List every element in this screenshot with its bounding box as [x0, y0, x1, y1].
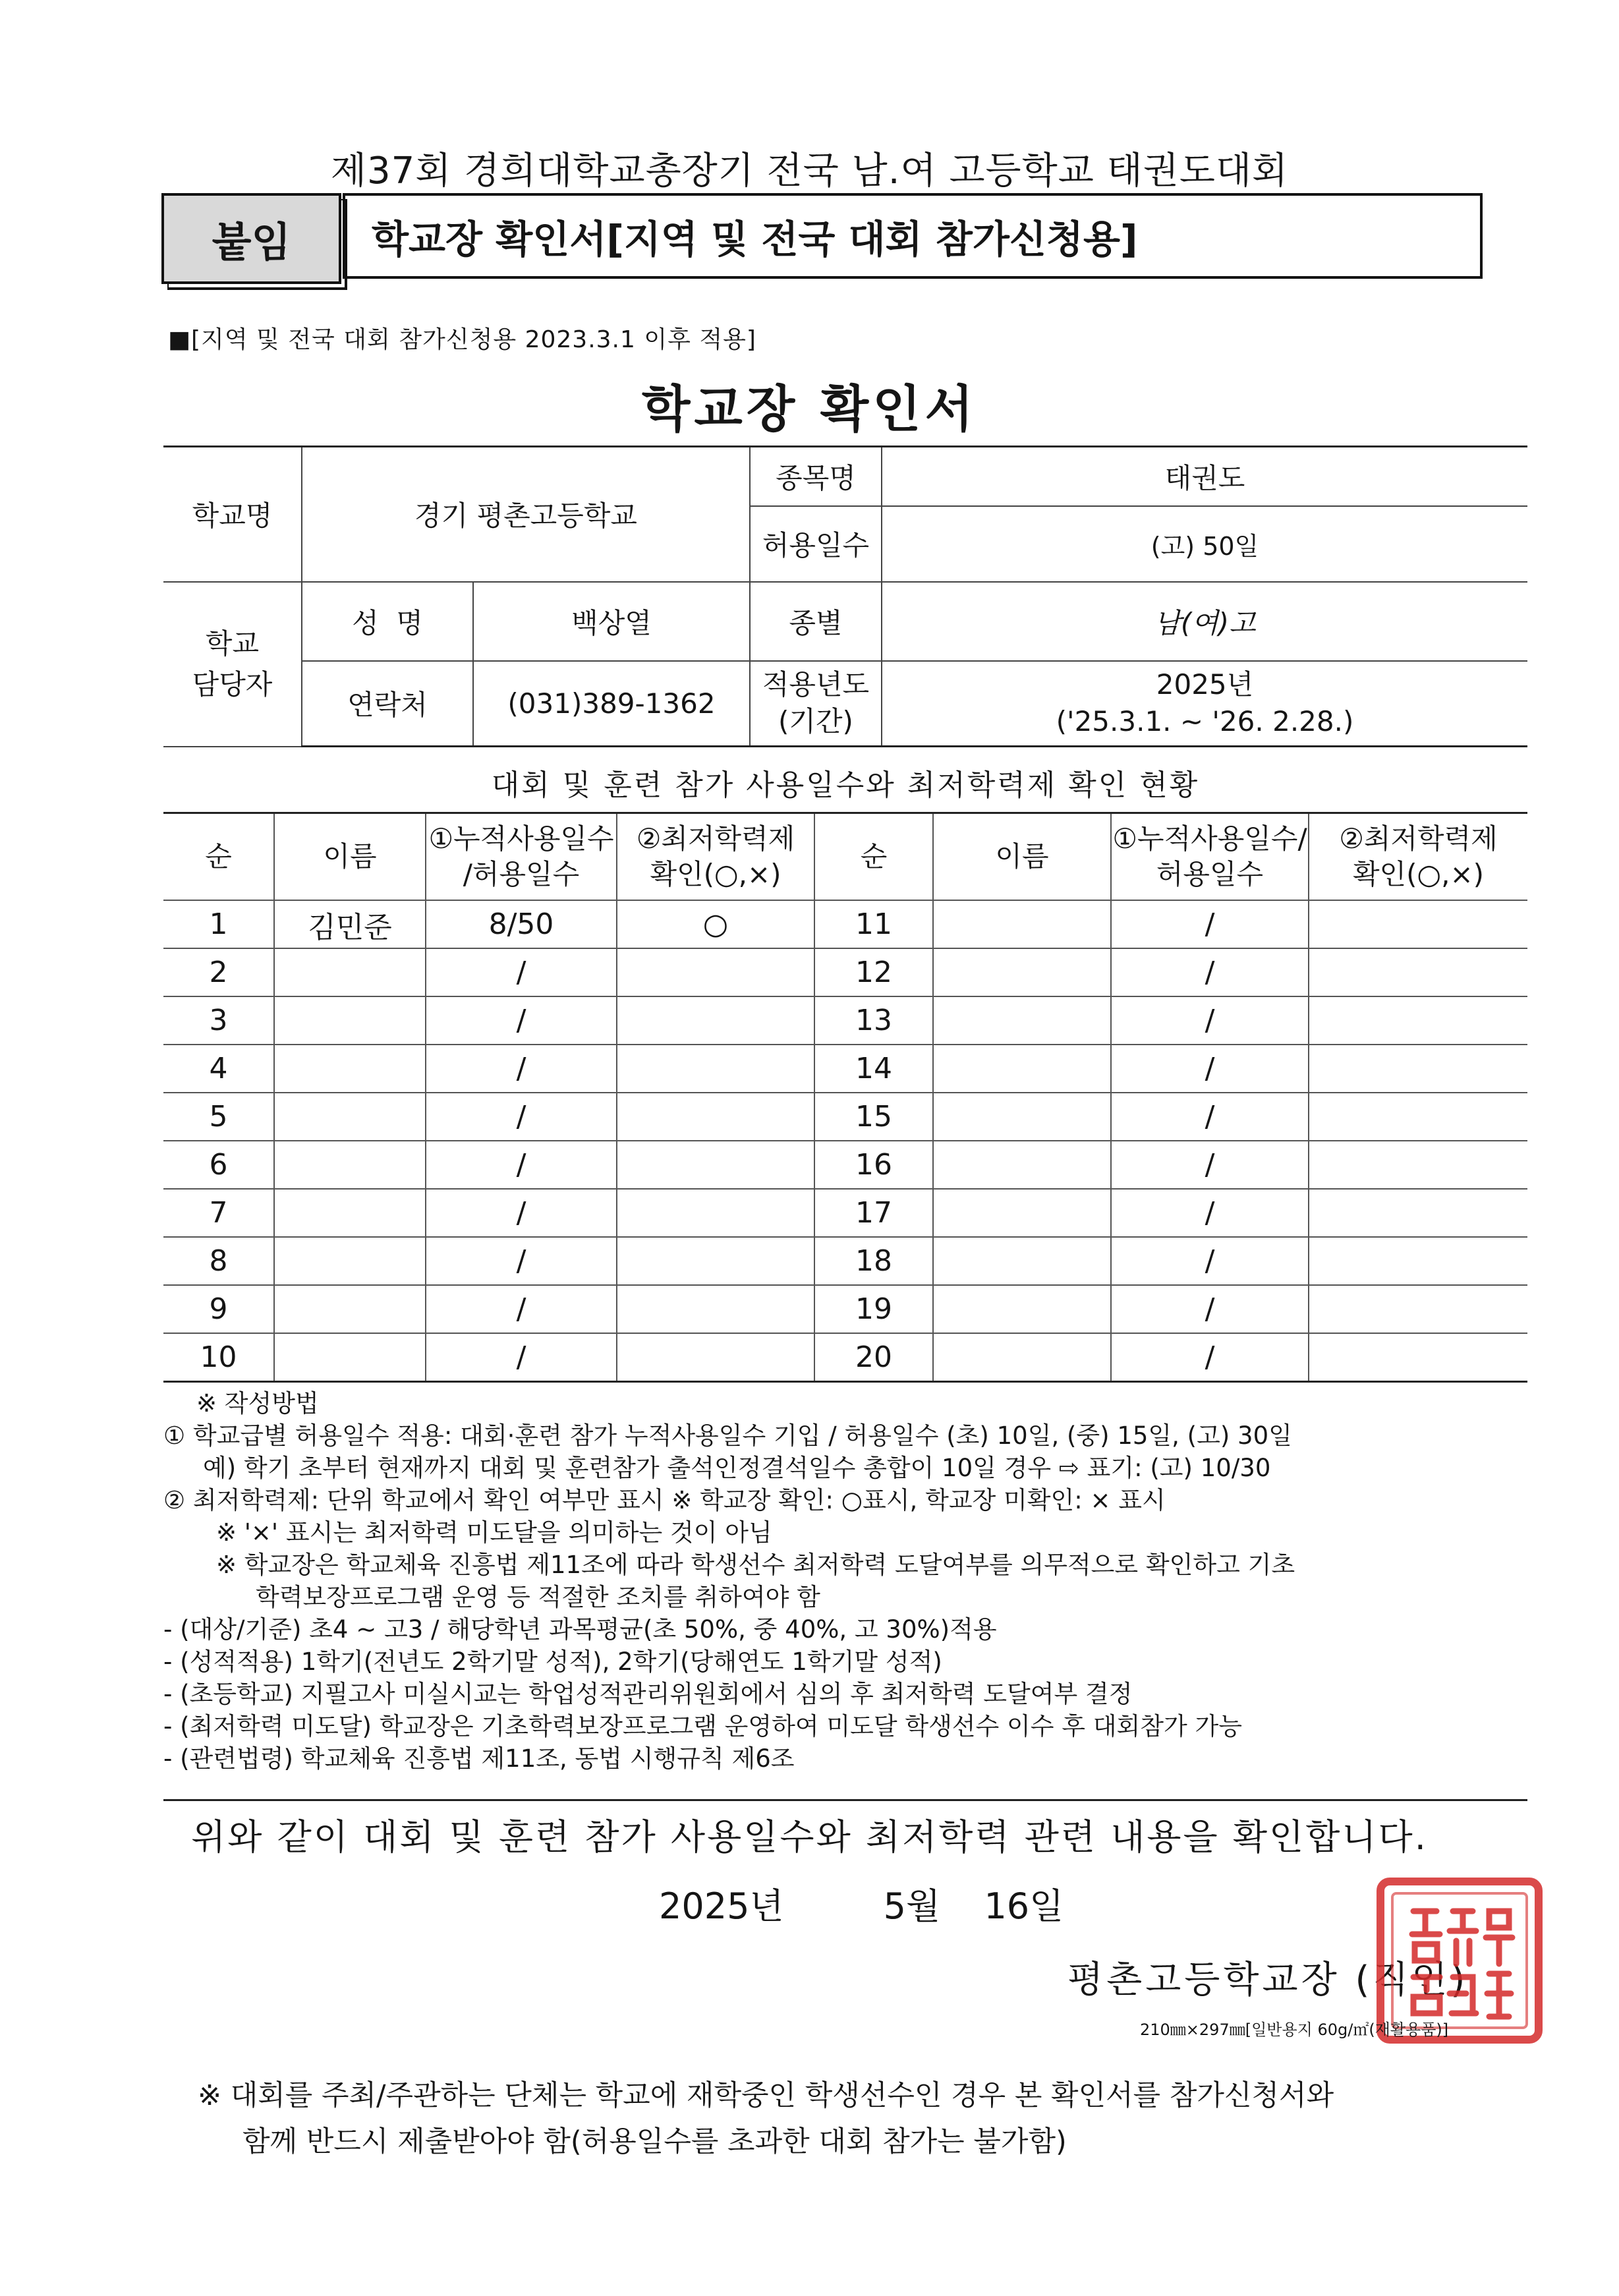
header-check-line2: 확인(○,×) — [650, 858, 781, 890]
used-days-right: / — [1111, 1285, 1309, 1333]
row-number-right: 18 — [814, 1237, 933, 1285]
instruction-line: - (초등학교) 지필고사 미실시교는 학업성적관리위원회에서 심의 후 최저학력 도달여부 결정 — [163, 1680, 1133, 1708]
student-name-right — [933, 1141, 1111, 1189]
category-value: 남(여)고 — [882, 582, 1527, 661]
used-days: / — [426, 1285, 617, 1333]
header-name-right: 이름 — [933, 813, 1111, 901]
year-value — [882, 661, 1527, 747]
used-days: / — [426, 996, 617, 1045]
student-name — [274, 1285, 426, 1333]
date-year: 2025년 — [659, 1885, 784, 1927]
achievement-check — [617, 1093, 814, 1141]
row-number: 2 — [163, 948, 274, 996]
student-name-right — [933, 948, 1111, 996]
student-name — [274, 948, 426, 996]
used-days-right: / — [1111, 1045, 1309, 1093]
name-value: 백상열 — [473, 582, 750, 661]
achievement-check — [617, 1141, 814, 1189]
student-name: 김민준 — [274, 900, 426, 948]
date-day: 16일 — [984, 1885, 1064, 1927]
student-name — [274, 1189, 426, 1237]
row-number: 4 — [163, 1045, 274, 1093]
table-row — [163, 996, 1527, 1045]
used-days: / — [426, 1093, 617, 1141]
table-row — [163, 1045, 1527, 1093]
instruction-line: ※ 학교장은 학교체육 진흥법 제11조에 따라 학생선수 최저학력 도달여부를 의무적으로 확인하고 기초 — [216, 1551, 1295, 1579]
used-days: 8/50 — [426, 900, 617, 948]
achievement-check-right — [1309, 1285, 1527, 1333]
achievement-check — [617, 1333, 814, 1382]
table-row — [163, 1093, 1527, 1141]
used-days: / — [426, 1333, 617, 1382]
contact-person-label — [163, 582, 302, 747]
row-number-right: 11 — [814, 900, 933, 948]
row-number-right: 12 — [814, 948, 933, 996]
allowed-days-label: 허용일수 — [750, 506, 882, 582]
paper-spec: 210㎜×297㎜[일반용지 60g/㎡(재활용품)] — [1140, 2021, 1449, 2039]
student-name — [274, 996, 426, 1045]
header-no-right: 순 — [814, 813, 933, 901]
achievement-check-right — [1309, 948, 1527, 996]
row-number: 3 — [163, 996, 274, 1045]
year-label-line1: 적용년도 — [762, 668, 870, 701]
achievement-check-right — [1309, 1045, 1527, 1093]
instruction-line: ① 학교급별 허용일수 적용: 대회·훈련 참가 누적사용일수 기입 / 허용일수 (초) 10일, (중) 15일, (고) 30일 — [163, 1421, 1292, 1450]
main-title: 학교장 확인서 — [642, 380, 977, 438]
student-name-right — [933, 1045, 1111, 1093]
sport-label: 종목명 — [750, 447, 882, 506]
row-number: 7 — [163, 1189, 274, 1237]
achievement-check-right — [1309, 1237, 1527, 1285]
achievement-check-right — [1309, 900, 1527, 948]
contact-label-line2: 담당자 — [192, 668, 273, 701]
used-days: / — [426, 948, 617, 996]
footer-note — [198, 2073, 1529, 2165]
year-label — [750, 661, 882, 747]
instructions — [163, 1387, 1547, 1775]
student-name — [274, 1045, 426, 1093]
header-days — [426, 813, 617, 901]
used-days-right: / — [1111, 948, 1309, 996]
date-month: 5월 — [883, 1885, 941, 1927]
header-check — [617, 813, 814, 901]
student-name-right — [933, 1333, 1111, 1382]
confirmation-statement: 위와 같이 대회 및 훈련 참가 사용일수와 최저학력 관련 내용을 확인합니다. — [191, 1816, 1428, 1858]
used-days: / — [426, 1045, 617, 1093]
student-name-right — [933, 1237, 1111, 1285]
achievement-check-right — [1309, 996, 1527, 1045]
row-number: 6 — [163, 1141, 274, 1189]
footer-line-2: 함께 반드시 제출받아야 함(허용일수를 초과한 대회 참가는 불가함) — [242, 2125, 1067, 2158]
used-days-right: / — [1111, 1141, 1309, 1189]
header-name: 이름 — [274, 813, 426, 901]
used-days-right: / — [1111, 1093, 1309, 1141]
school-name-label: 학교명 — [163, 447, 302, 582]
used-days: / — [426, 1189, 617, 1237]
header-days-right-line2: 허용일수 — [1156, 858, 1264, 890]
table-row — [163, 1285, 1527, 1333]
phone-label: 연락처 — [302, 661, 473, 747]
contact-label-line1: 학교 — [205, 627, 260, 660]
achievement-check-right — [1309, 1189, 1527, 1237]
period-text: ('25.3.1. ~ '26. 2.28.) — [1056, 705, 1354, 738]
student-name-right — [933, 900, 1111, 948]
document-label: 학교장 확인서[지역 및 전국 대회 참가신청용] — [343, 193, 1483, 279]
instruction-line: - (성적적용) 1학기(전년도 2학기말 성적), 2학기(당해연도 1학기말 성적) — [163, 1648, 942, 1676]
row-number-right: 17 — [814, 1189, 933, 1237]
header-days-right-line1: ①누적사용일수/ — [1112, 822, 1307, 855]
header-days-line2: /허용일수 — [463, 858, 580, 890]
student-name — [274, 1237, 426, 1285]
used-days-right: / — [1111, 1333, 1309, 1382]
header-check-right-line2: 확인(○,×) — [1352, 858, 1485, 890]
student-name-right — [933, 1285, 1111, 1333]
header-days-line1: ①누적사용일수 — [428, 822, 614, 855]
achievement-check — [617, 996, 814, 1045]
instruction-line: - (최저학력 미도달) 학교장은 기초학력보장프로그램 운영하여 미도달 학생선수 이수 후 대회참가 가능 — [163, 1712, 1243, 1740]
used-days: / — [426, 1237, 617, 1285]
table-row — [163, 900, 1527, 948]
school-info-table — [163, 445, 1527, 747]
table-row — [163, 1141, 1527, 1189]
category-label: 종별 — [750, 582, 882, 661]
achievement-check — [617, 1285, 814, 1333]
instruction-line: 학력보장프로그램 운영 등 적절한 조치를 취하여야 함 — [256, 1583, 820, 1611]
row-number-right: 15 — [814, 1093, 933, 1141]
row-number: 9 — [163, 1285, 274, 1333]
row-number: 8 — [163, 1237, 274, 1285]
used-days-right: / — [1111, 996, 1309, 1045]
achievement-check — [617, 1045, 814, 1093]
roster-caption: 대회 및 훈련 참가 사용일수와 최저학력제 확인 현황 — [491, 768, 1200, 802]
instruction-line: ※ '×' 표시는 최저학력 미도달을 의미하는 것이 아님 — [216, 1518, 772, 1547]
roster-table — [163, 812, 1527, 1383]
row-number-right: 19 — [814, 1285, 933, 1333]
year-text: 2025년 — [1156, 668, 1254, 701]
footer-line-1: ※ 대회를 주최/주관하는 단체는 학교에 재학중인 학생선수인 경우 본 확인서를 참가신청서와 — [198, 2079, 1334, 2112]
used-days-right: / — [1111, 900, 1309, 948]
achievement-check: ○ — [617, 900, 814, 948]
school-name: 경기 평촌고등학교 — [302, 447, 750, 582]
student-name-right — [933, 1093, 1111, 1141]
name-label: 성 명 — [302, 582, 473, 661]
header-days-right — [1111, 813, 1309, 901]
achievement-check-right — [1309, 1093, 1527, 1141]
year-label-line2: (기간) — [778, 705, 853, 738]
row-number-right: 20 — [814, 1333, 933, 1382]
attachment-label: 붙임 — [161, 193, 341, 284]
used-days: / — [426, 1141, 617, 1189]
apply-note: ■[지역 및 전국 대회 참가신청용 2023.3.1 이후 적용] — [168, 326, 756, 353]
student-name-right — [933, 996, 1111, 1045]
header-no: 순 — [163, 813, 274, 901]
header-check-right — [1309, 813, 1527, 901]
sport-value: 태권도 — [882, 447, 1527, 506]
achievement-check — [617, 1189, 814, 1237]
student-name — [274, 1093, 426, 1141]
instruction-line: - (대상/기준) 초4 ~ 고3 / 해당학년 과목평균(초 50%, 중 40%, 고 30%)적용 — [163, 1615, 997, 1644]
row-number: 5 — [163, 1093, 274, 1141]
instruction-line: 예) 학기 초부터 현재까지 대회 및 훈련참가 출석인정결석일수 총합이 10일 경우 ⇨ 표기: (고) 10/30 — [203, 1454, 1271, 1482]
table-row — [163, 948, 1527, 996]
achievement-check-right — [1309, 1333, 1527, 1382]
date-line — [659, 1878, 1064, 1929]
row-number-right: 14 — [814, 1045, 933, 1093]
roster-body — [163, 900, 1527, 1382]
table-row — [163, 1237, 1527, 1285]
principal-signature: 평촌고등학교장 (직인) — [1067, 1959, 1469, 2001]
used-days-right: / — [1111, 1189, 1309, 1237]
header-check-line1: ②최저학력제 — [636, 822, 795, 855]
table-row — [163, 1189, 1527, 1237]
instruction-line: - (관련법령) 학교체육 진흥법 제11조, 동법 시행규칙 제6조 — [163, 1744, 795, 1773]
table-row — [163, 1333, 1527, 1382]
student-name — [274, 1141, 426, 1189]
row-number-right: 13 — [814, 996, 933, 1045]
instructions-divider — [163, 1799, 1527, 1801]
achievement-check — [617, 1237, 814, 1285]
event-title: 제37회 경희대학교총장기 전국 남.여 고등학교 태권도대회 — [330, 150, 1289, 192]
achievement-check — [617, 948, 814, 996]
row-number: 10 — [163, 1333, 274, 1382]
achievement-check-right — [1309, 1141, 1527, 1189]
header-check-right-line1: ②최저학력제 — [1339, 822, 1498, 855]
row-number: 1 — [163, 900, 274, 948]
instructions-heading: ※ 작성방법 — [196, 1389, 319, 1418]
student-name — [274, 1333, 426, 1382]
phone-value: (031)389-1362 — [473, 661, 750, 747]
allowed-days-value: (고) 50일 — [882, 506, 1527, 582]
used-days-right: / — [1111, 1237, 1309, 1285]
instruction-line: ② 최저학력제: 단위 학교에서 확인 여부만 표시 ※ 학교장 확인: ○표시, 학교장 미확인: × 표시 — [163, 1486, 1166, 1514]
student-name-right — [933, 1189, 1111, 1237]
row-number-right: 16 — [814, 1141, 933, 1189]
